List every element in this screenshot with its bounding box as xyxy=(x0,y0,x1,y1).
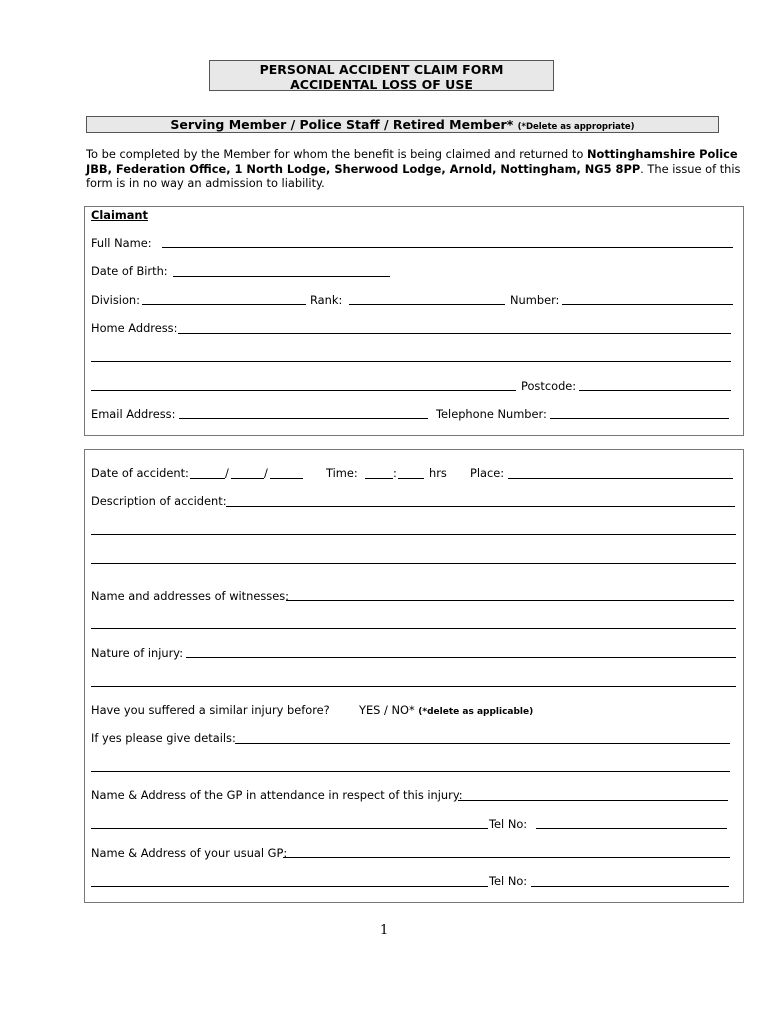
details-field-2[interactable] xyxy=(91,771,730,772)
witnesses-field-1[interactable] xyxy=(286,600,734,601)
form-title xyxy=(209,60,554,91)
number-field[interactable] xyxy=(562,304,733,305)
yes-no-note: (*delete as applicable) xyxy=(418,707,534,717)
witnesses-label: Name and addresses of witnesses: xyxy=(91,589,290,603)
accident-section xyxy=(84,449,744,903)
time-separator: : xyxy=(393,466,397,480)
time-minutes-field[interactable] xyxy=(398,478,424,479)
time-label: Time: xyxy=(326,466,358,480)
form-title-line2: ACCIDENTAL LOSS OF USE xyxy=(290,77,473,92)
form-title-line1: PERSONAL ACCIDENT CLAIM FORM xyxy=(259,62,504,77)
place-field[interactable] xyxy=(508,478,733,479)
date-separator-1: / xyxy=(225,466,229,480)
accident-month-field[interactable] xyxy=(231,478,264,479)
usual-gp-field-2[interactable] xyxy=(91,886,488,887)
postcode-label: Postcode: xyxy=(521,379,577,393)
postcode-field[interactable] xyxy=(579,390,731,391)
member-type-note: (*Delete as appropriate) xyxy=(517,122,635,132)
similar-injury-label: Have you suffered a similar injury before? xyxy=(91,703,330,717)
member-type-text: Serving Member / Police Staff / Retired Member* xyxy=(170,117,514,132)
dob-row xyxy=(91,264,168,278)
number-label: Number: xyxy=(510,293,560,307)
telephone-label: Telephone Number: xyxy=(436,407,547,421)
accident-day-field[interactable] xyxy=(190,478,225,479)
date-of-accident-label: Date of accident: xyxy=(91,466,189,480)
email-label: Email Address: xyxy=(91,407,176,421)
intro-paragraph xyxy=(86,147,746,191)
usual-gp-label: Name & Address of your usual GP: xyxy=(91,846,288,860)
yes-no-text: YES / NO* xyxy=(359,703,415,717)
tel-label-2: Tel No: xyxy=(489,874,528,888)
usual-gp-tel-field[interactable] xyxy=(531,886,729,887)
home-address-label: Home Address: xyxy=(91,321,178,335)
intro-text-end: . The issue of this form is in no way an admission to liability. xyxy=(86,161,741,190)
telephone-field[interactable] xyxy=(550,418,729,419)
tel-label-1: Tel No: xyxy=(489,817,528,831)
home-address-field-2[interactable] xyxy=(91,361,731,362)
full-name-row xyxy=(91,236,152,250)
nature-label: Nature of injury: xyxy=(91,646,184,660)
division-label: Division: xyxy=(91,293,140,307)
description-field-1[interactable] xyxy=(226,506,735,507)
place-label: Place: xyxy=(470,466,505,480)
home-address-field-3[interactable] xyxy=(91,390,516,391)
division-field[interactable] xyxy=(142,304,306,305)
details-field-1[interactable] xyxy=(235,743,730,744)
claimant-section xyxy=(84,206,744,436)
nature-field-1[interactable] xyxy=(186,657,736,658)
description-field-3[interactable] xyxy=(91,563,736,564)
witnesses-field-2[interactable] xyxy=(91,628,736,629)
gp-attendance-field-1[interactable] xyxy=(458,800,728,801)
return-address: Nottinghamshire Police JBB, Federation Office, 1 North Lodge, Sherwood Lodge, Arnold, Nottingham, NG5 8PP xyxy=(86,147,738,176)
yes-no-choice[interactable] xyxy=(359,703,533,719)
full-name-label: Full Name: xyxy=(91,236,152,250)
details-label: If yes please give details: xyxy=(91,731,236,745)
full-name-field[interactable] xyxy=(162,247,733,248)
date-separator-2: / xyxy=(264,466,268,480)
gp-attendance-label: Name & Address of the GP in attendance in respect of this injury: xyxy=(91,788,463,802)
dob-label: Date of Birth: xyxy=(91,264,168,278)
gp-attendance-tel-field[interactable] xyxy=(536,828,727,829)
rank-label: Rank: xyxy=(310,293,343,307)
rank-field[interactable] xyxy=(349,304,505,305)
nature-field-2[interactable] xyxy=(91,686,736,687)
intro-text-start: To be completed by the Member for whom the benefit is being claimed and returned to xyxy=(86,147,587,161)
dob-field[interactable] xyxy=(173,276,390,277)
time-hours-field[interactable] xyxy=(365,478,393,479)
hrs-label: hrs xyxy=(429,466,447,480)
accident-year-field[interactable] xyxy=(270,478,303,479)
gp-attendance-field-2[interactable] xyxy=(91,828,488,829)
description-label: Description of accident: xyxy=(91,494,227,508)
claimant-heading: Claimant xyxy=(91,208,148,222)
usual-gp-field-1[interactable] xyxy=(283,857,730,858)
email-field[interactable] xyxy=(179,418,428,419)
page-number: 1 xyxy=(380,923,389,938)
member-type-banner xyxy=(86,116,719,133)
description-field-2[interactable] xyxy=(91,534,736,535)
home-address-field-1[interactable] xyxy=(178,333,731,334)
